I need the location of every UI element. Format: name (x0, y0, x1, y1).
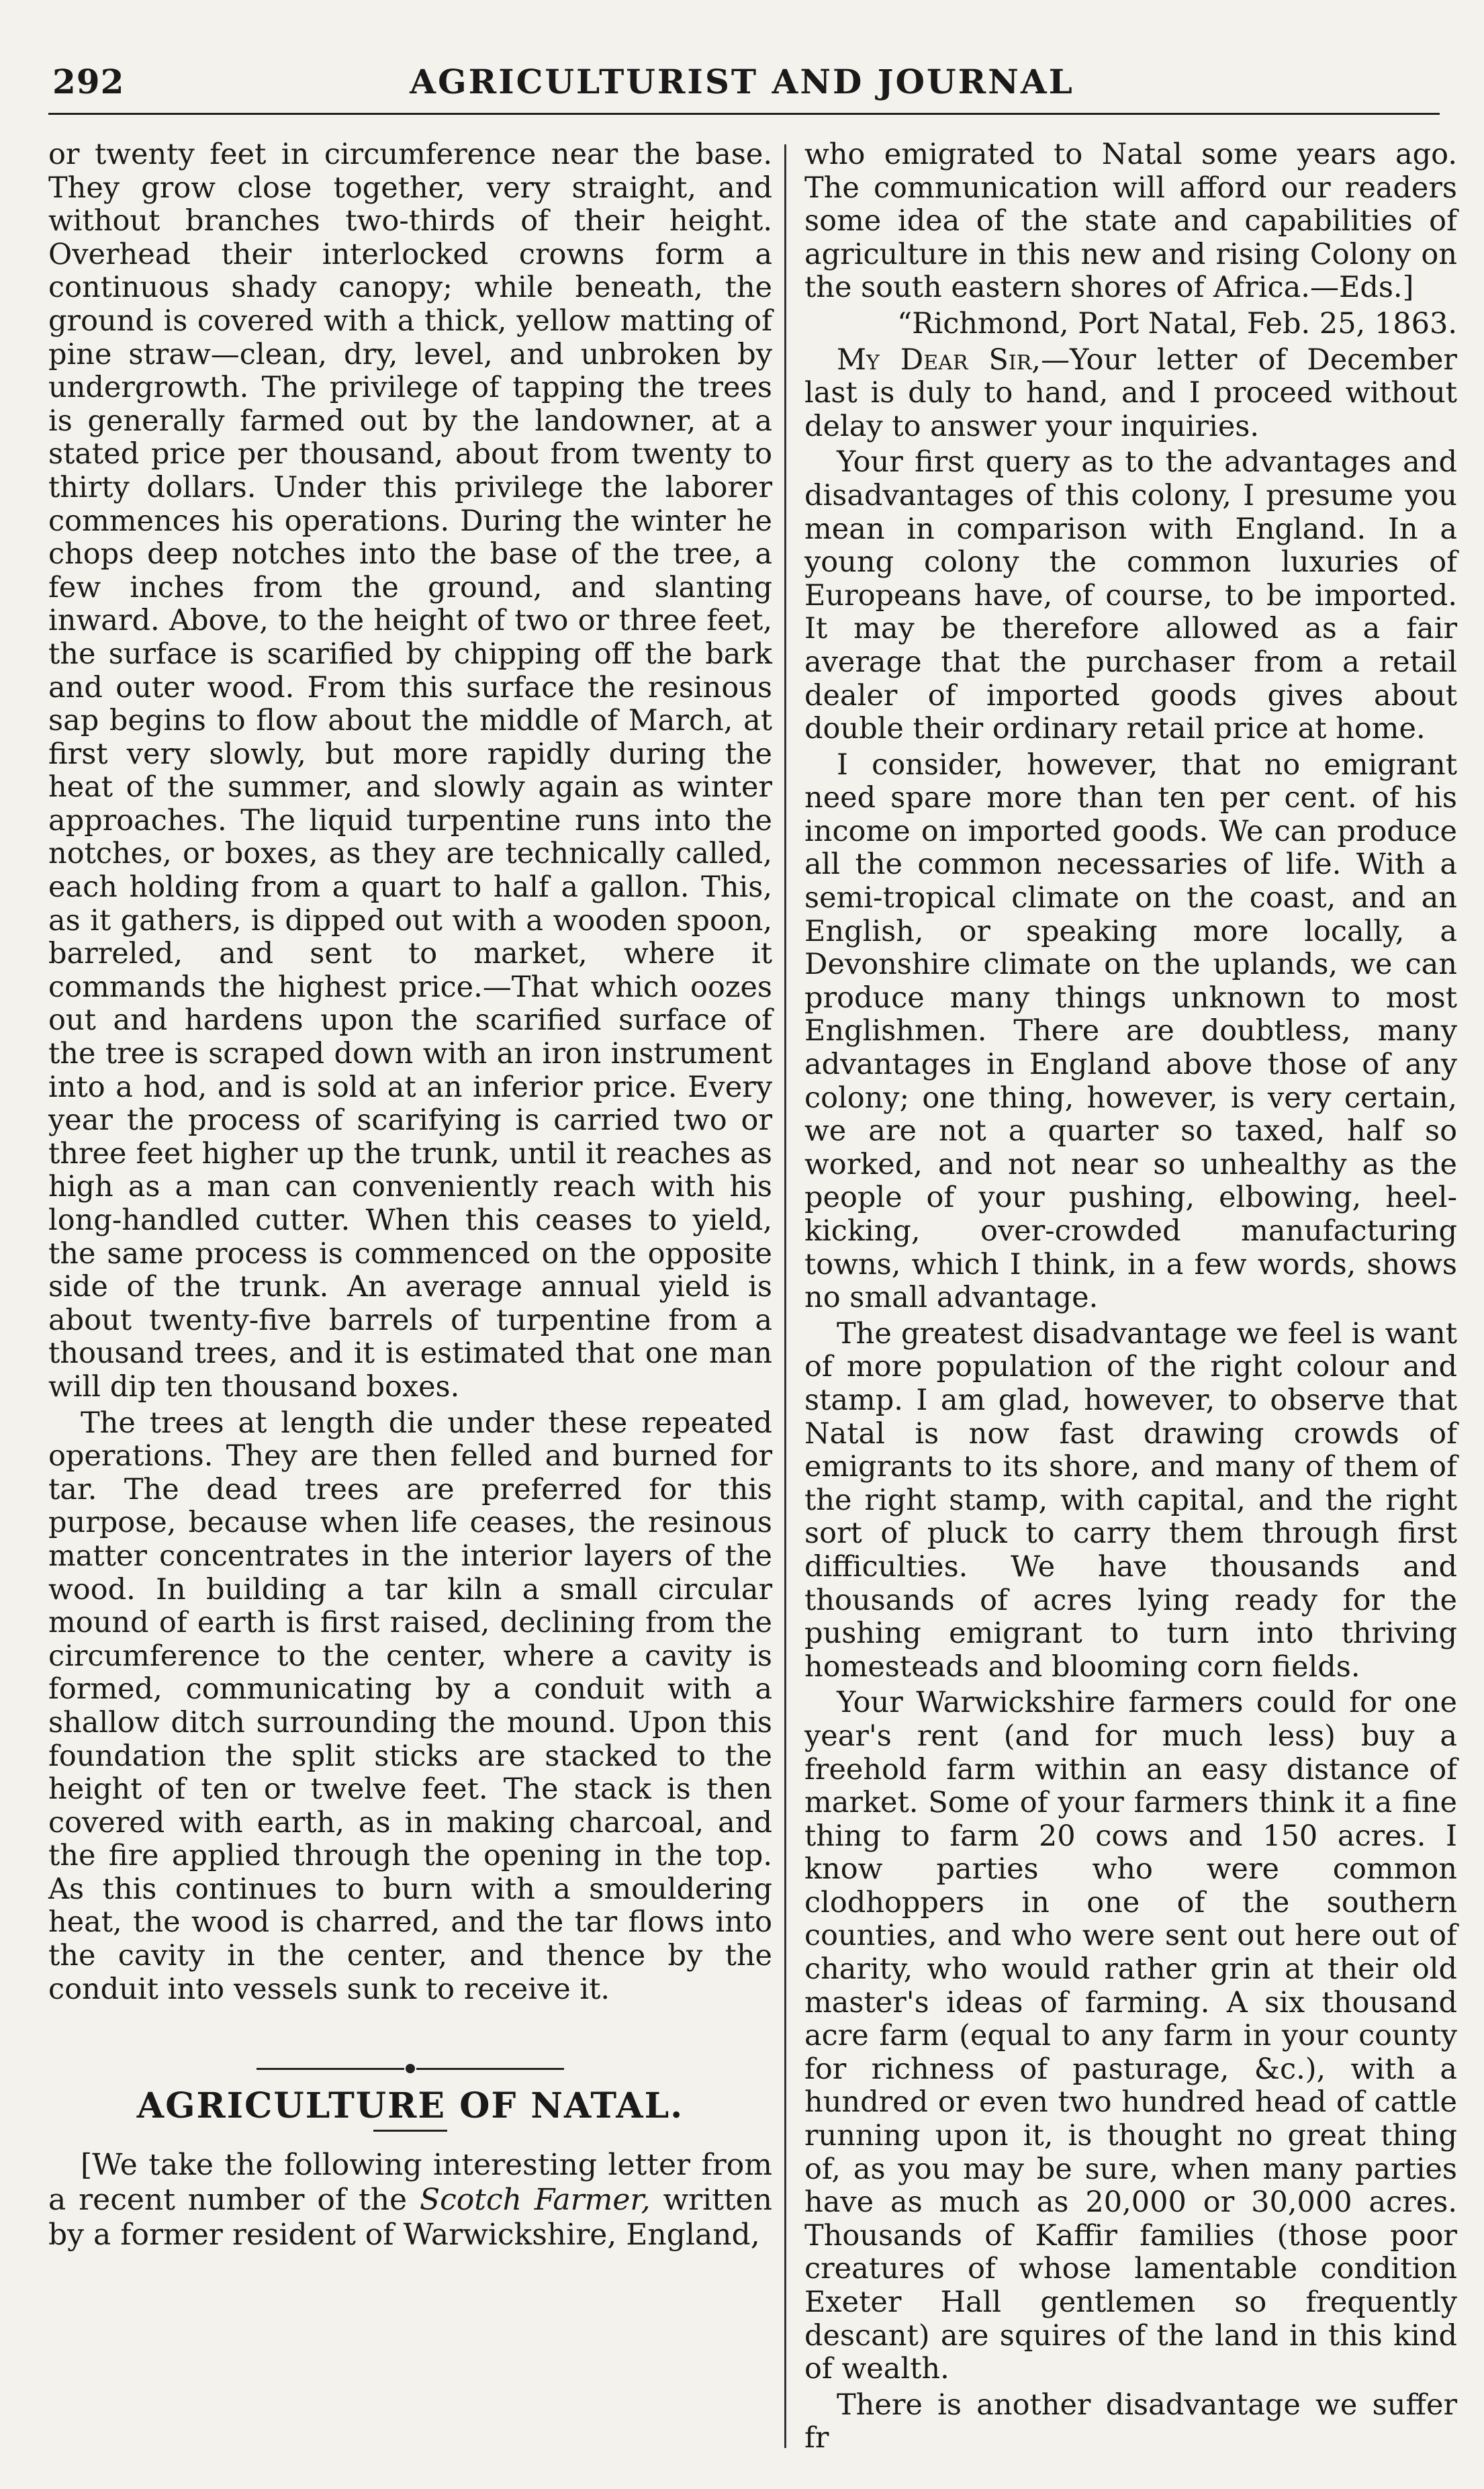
column-divider (784, 144, 786, 2448)
section-title: AGRICULTURE OF NATAL. (136, 2085, 684, 2127)
letter-opening (804, 344, 1457, 444)
page-number: 292 (52, 62, 125, 101)
paragraph: Your Warwickshire farmers could for one year's rent (and for much less) buy a freehold farm within an easy distance of market. Some of your farmers think it a fine thing to farm 20 cows and 150 acres. I know parties who were common clodhoppers in one of the southern counties, and who were sent out here out of charity, who would rather grin at their old master's ideas of farming. A six thousand acre farm (equal to any farm in your county for richness of pasturage, &c.), with a hundred or even two hundred head of cattle running upon it, is thought no great thing of, as you may be sure, when many parties have as much as 20,000 or 30,000 acres. Thousands of Kaffir families (those poor creatures of whose lamentable condition Exeter Hall gentlemen so frequently descant) are squires of the land in this kind of wealth. (804, 1686, 1457, 2386)
publication-name: Scotch Farmer, (419, 2182, 651, 2217)
section-title-rule (373, 2130, 447, 2132)
salutation: My Dear Sir, (837, 343, 1041, 377)
section-ornament (48, 2050, 772, 2064)
editor-intro (48, 2148, 772, 2253)
paragraph: The greatest disadvantage we feel is want of more population of the right colour and stamp. I am glad, however, to observe that Natal is now fast drawing crowds of emigrants to its shore, and many of them of the right stamp, with capital, and the right sort of pluck to carry them through first difficulties. We have thousands and thousands of acres lying ready for the pushing emigrant to turn into thriving homesteads and blooming corn fields. (804, 1316, 1457, 1684)
right-column (804, 138, 1457, 2458)
header-rule (48, 113, 1440, 115)
left-column (48, 138, 772, 2255)
paragraph: Your first query as to the advantages and disadvantages of this colony, I presume you mean in comparison with England. In a young colony the common luxuries of Europeans have, of course, to be imported. It may be therefore allowed as a fair average that the purchaser from a retail dealer of imported goods gives about double their ordinary retail price at home. (804, 445, 1457, 746)
paragraph: There is another disadvantage we suffer fr (804, 2388, 1457, 2455)
paragraph: or twenty feet in circumference near the base. They grow close together, very straight, and without branches two-thirds of their height. Overhead their interlocked crowns form a continuous shady canopy; while beneath, the ground is covered with a thick, yellow matting of pine straw—clean, dry, level, and unbroken by undergrowth. The privilege of tapping the trees is generally farmed out by the landowner, at a stated price per thousand, about from twenty to thirty dollars. Under this privilege the laborer commences his operations. During the winter he chops deep notches into the base of the tree, a few inches from the ground, and slanting inward. Above, to the height of two or three feet, the surface is scarified by chipping off the bark and outer wood. From this surface the resinous sap begins to flow about the middle of March, at first very slowly, but more rapidly during the heat of the summer, and slowly again as winter approaches. The liquid turpentine runs into the notches, or boxes, as they are technically called, each holding from a quart to half a gallon. This, as it gathers, is dipped out with a wooden spoon, barreled, and sent to market, where it commands the highest price.—That which oozes out and hardens upon the scarified surface of the tree is scraped down with an iron instrument into a hod, and is sold at an inferior price. Every year the process of scarifying is carried two or three feet higher up the trunk, until it reaches as high as a man can conveniently reach with his long-handled cutter. When this ceases to yield, the same process is commenced on the opposite side of the trunk. An average annual yield is about twenty-five barrels of turpentine from a thousand trees, and it is estimated that one man will dip ten thousand boxes. (48, 138, 772, 1404)
dateline: “Richmond, Port Natal, Feb. 25, 1863. (897, 306, 1457, 341)
paragraph: I consider, however, that no emigrant need spare more than ten per cent. of his income on imported goods. We can produce all the common necessaries of life. With a semi-tropical climate on the coast, and an English, or speaking more locally, a Devonshire climate on the uplands, we can produce many things unknown to most Englishmen. There are doubtless, many advantages in England above those of any colony; one thing, however, is very certain, we are not a quarter so taxed, half so worked, and not near so unhealthy as the people of your pushing, elbowing, heel-kicking, over-crowded manufacturing towns, which I think, in a few words, shows no small advantage. (804, 748, 1457, 1315)
paragraph: The trees at length die under these repeated operations. They are then felled and burned for tar. The dead trees are preferred for this purpose, because when life ceases, the resinous matter concentrates in the interior layers of the wood. In building a tar kiln a small circular mound of earth is first raised, declining from the circumference to the center, where a cavity is formed, communicating by a conduit with a shallow ditch surrounding the mound. Upon this foundation the split sticks are stacked to the height of ten or twelve feet. The stack is then covered with earth, as in making charcoal, and the fire applied through the opening in the top. As this continues to burn with a smouldering heat, the wood is charred, and the tar flows into the cavity in the center, and thence by the conduit into vessels sunk to receive it. (48, 1406, 772, 2006)
opening-text: —Your letter of December last is duly to hand, and I proceed without delay to answer your inquiries. (804, 343, 1457, 443)
intro-text-end: written by a former resident of Warwickshire, England, (48, 2182, 772, 2252)
editor-intro-continued: who emigrated to Natal some years ago. The communication will afford our readers some idea of the state and capabilities of agriculture in this new and rising Colony on the south eastern shores of Africa.—Eds.] (804, 138, 1457, 305)
intro-text: [We take the following interesting letter from a recent number of the (48, 2147, 772, 2217)
running-head: AGRICULTURIST AND JOURNAL (410, 62, 1074, 101)
